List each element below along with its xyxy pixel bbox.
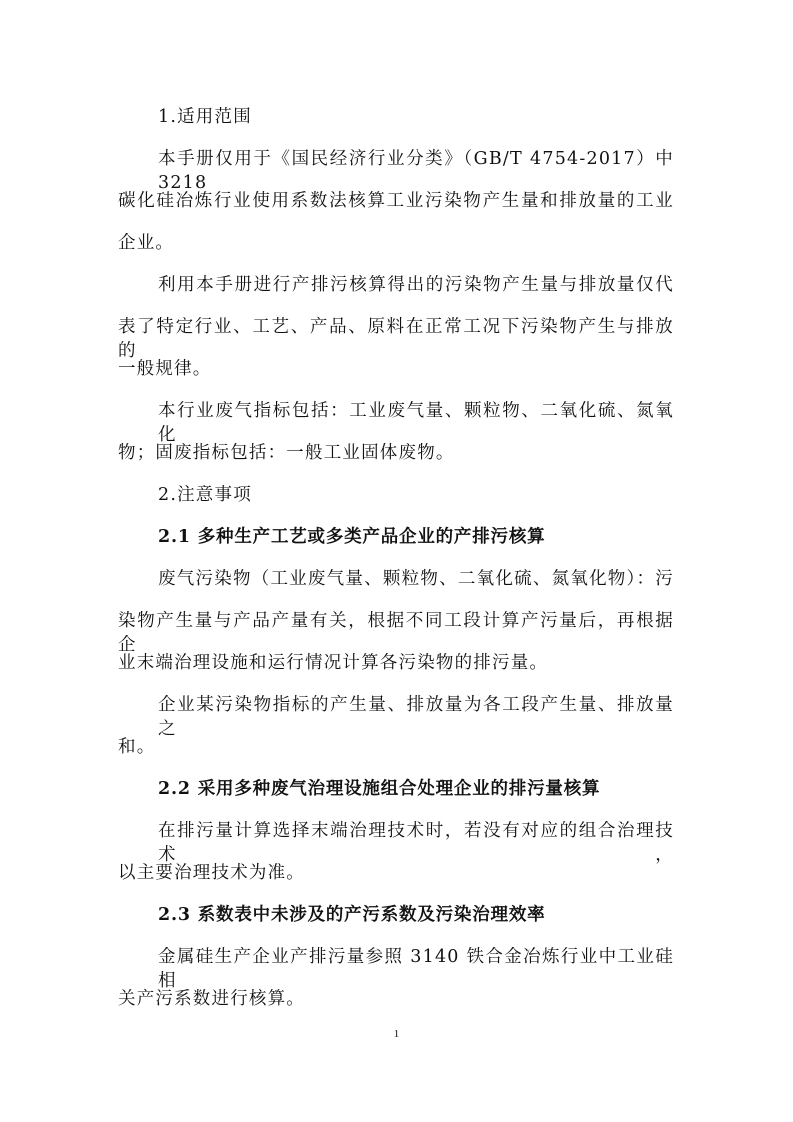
paragraph-line: 表了特定行业、工艺、产品、原料在正常工况下污染物产生与排放的 — [118, 317, 674, 361]
paragraph-line: 碳化硅冶炼行业使用系数法核算工业污染物产生量和排放量的工业 — [118, 191, 674, 211]
subsection-heading-2-3: 2.3 系数表中未涉及的产污系数及污染治理效率 — [158, 905, 546, 925]
paragraph-line: 和。 — [118, 737, 156, 757]
paragraph-line: 以主要治理技术为准。 — [118, 863, 305, 883]
section-heading-scope: 1.适用范围 — [158, 107, 252, 127]
subsection-heading-2-1: 2.1 多种生产工艺或多类产品企业的产排污核算 — [158, 527, 546, 547]
paragraph-line: 废气污染物（工业废气量、颗粒物、二氧化硫、氮氧化物）：污 — [158, 569, 674, 589]
paragraph-line: 物；固废指标包括：一般工业固体废物。 — [118, 443, 455, 463]
subsection-heading-2-2: 2.2 采用多种废气治理设施组合处理企业的排污量核算 — [158, 779, 601, 799]
paragraph-line: 染物产生量与产品产量有关，根据不同工段计算产污量后，再根据企 — [118, 611, 674, 655]
paragraph-line: 金属硅生产企业产排污量参照 3140 铁合金冶炼行业中工业硅相 — [158, 947, 674, 991]
paragraph-line: 利用本手册进行产排污核算得出的污染物产生量与排放量仅代 — [158, 275, 674, 295]
paragraph-line: 本行业废气指标包括：工业废气量、颗粒物、二氧化硫、氮氧化 — [158, 401, 674, 445]
page-number: 1 — [393, 1028, 400, 1040]
paragraph-line: 一般规律。 — [118, 359, 212, 379]
paragraph-line: 企业某污染物指标的产生量、排放量为各工段产生量、排放量之 — [158, 695, 674, 739]
paragraph-line: 在排污量计算选择末端治理技术时，若没有对应的组合治理技术， — [158, 821, 674, 865]
paragraph-line: 本手册仅用于《国民经济行业分类》（GB/T 4754-2017）中 3218 — [158, 149, 674, 193]
paragraph-line: 企业。 — [118, 233, 175, 253]
paragraph-line: 关产污系数进行核算。 — [118, 989, 305, 1009]
section-heading-notes: 2.注意事项 — [158, 485, 252, 505]
paragraph-line: 业末端治理设施和运行情况计算各污染物的排污量。 — [118, 653, 549, 673]
